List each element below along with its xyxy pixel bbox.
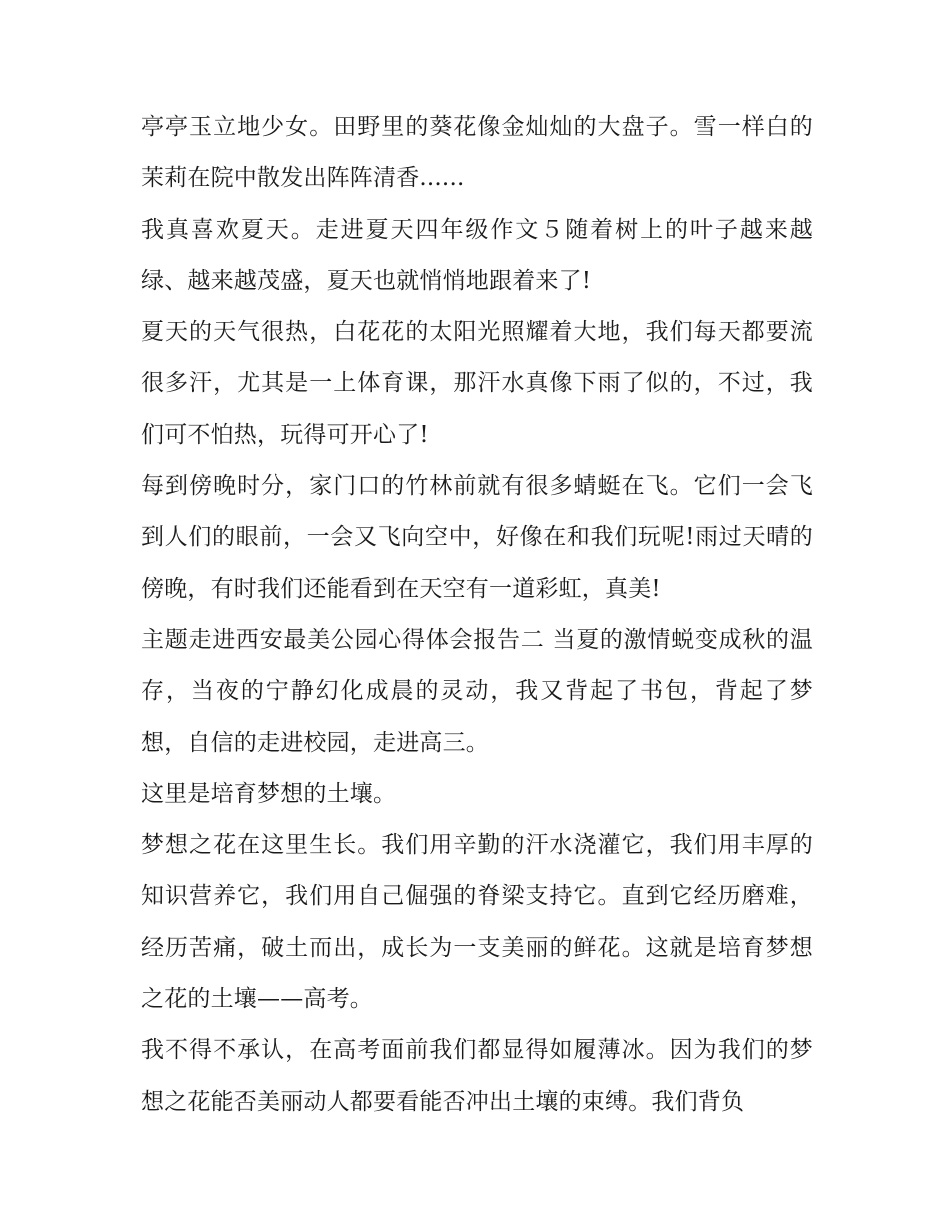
paragraph-4: 每到傍晚时分，家门口的竹林前就有很多蜻蜓在飞。它们一会飞到人们的眼前，一会又飞向空中，好像在和我们玩呢!雨过天晴的傍晚，有时我们还能看到在天空有一道彩虹，真美! [141,473,813,602]
paragraph-3: 夏天的天气很热，白花花的太阳光照耀着大地，我们每天都要流很多汗，尤其是一上体育课，那汗水真像下雨了似的，不过，我们可不怕热，玩得可开心了! [141,319,813,448]
paragraph-7: 梦想之花在这里生长。我们用辛勤的汗水浇灌它，我们用丰厚的知识营养它，我们用自己倔强的脊梁支持它。直到它经历磨难，经历苦痛，破土而出，成长为一支美丽的鲜花。这就是培育梦想之花的土壤——高考。 [141,832,813,1013]
paragraph-2: 我真喜欢夏天。走进夏天四年级作文５随着树上的叶子越来越绿、越来越茂盛，夏天也就悄悄地跟着来了! [141,216,813,294]
paragraph-8: 我不得不承认，在高考面前我们都显得如履薄冰。因为我们的梦想之花能否美丽动人都要看能否冲出土壤的束缚。我们背负 [141,1037,813,1115]
paragraph-6: 这里是培育梦想的土壤。 [141,780,397,807]
paragraph-1: 亭亭玉立地少女。田野里的葵花像金灿灿的大盘子。雪一样白的茉莉在院中散发出阵阵清香...... [141,114,813,192]
document-page [141,102,813,1128]
paragraph-5: 主题走进西安最美公园心得体会报告二 当夏的激情蜕变成秋的温存，当夜的宁静幻化成晨的灵动，我又背起了书包，背起了梦想，自信的走进校园，走进高三。 [141,626,813,756]
